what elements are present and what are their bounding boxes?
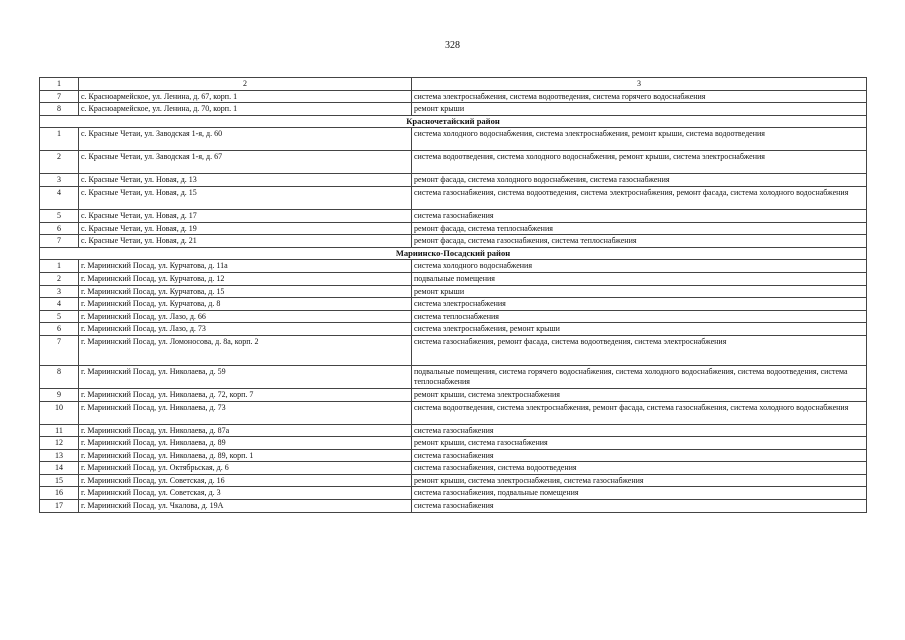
table-row xyxy=(40,401,867,424)
table-row xyxy=(40,90,867,103)
row-works: подвальные помещения, система горячего водоснабжения, система холодного водоснабжения, система водоотведения, система теплоснабжения xyxy=(412,365,867,388)
row-address: г. Мариинский Посад, ул. Николаева, д. 87а xyxy=(79,424,412,437)
row-number: 11 xyxy=(40,424,79,437)
page-number: 328 xyxy=(445,40,460,51)
row-number: 6 xyxy=(40,222,79,235)
row-address: с. Красноармейское, ул. Ленина, д. 67, корп. 1 xyxy=(79,90,412,103)
row-works: система газоснабжения, ремонт фасада, система водоотведения, система электроснабжения xyxy=(412,335,867,365)
row-works: ремонт крыши xyxy=(412,103,867,116)
row-works: ремонт фасада, система газоснабжения, система теплоснабжения xyxy=(412,235,867,248)
table-row xyxy=(40,365,867,388)
table-row xyxy=(40,335,867,365)
district-title: Мариинско-Посадский район xyxy=(40,247,867,260)
row-number: 5 xyxy=(40,209,79,222)
row-address: г. Мариинский Посад, ул. Курчатова, д. 8 xyxy=(79,298,412,311)
row-number: 10 xyxy=(40,401,79,424)
row-works: система электроснабжения, система водоотведения, система горячего водоснабжения xyxy=(412,90,867,103)
row-number: 2 xyxy=(40,151,79,174)
row-works: система теплоснабжения xyxy=(412,310,867,323)
column-header-address: 2 xyxy=(79,78,412,91)
table-row xyxy=(40,500,867,513)
row-address: г. Мариинский Посад, ул. Лазо, д. 66 xyxy=(79,310,412,323)
table-row xyxy=(40,437,867,450)
table-body xyxy=(40,78,867,513)
repair-table xyxy=(39,77,867,513)
row-works: система холодного водоснабжения xyxy=(412,260,867,273)
row-address: г. Мариинский Посад, ул. Николаева, д. 89, корп. 1 xyxy=(79,449,412,462)
row-works: подвальные помещения xyxy=(412,272,867,285)
table-row xyxy=(40,272,867,285)
table-row xyxy=(40,323,867,336)
table-row xyxy=(40,151,867,174)
row-works: система газоснабжения xyxy=(412,449,867,462)
table-row xyxy=(40,388,867,401)
table-row xyxy=(40,298,867,311)
row-works: система газоснабжения xyxy=(412,209,867,222)
row-address: г. Мариинский Посад, ул. Октябрьская, д. 6 xyxy=(79,462,412,475)
row-number: 6 xyxy=(40,323,79,336)
table-row xyxy=(40,103,867,116)
row-address: с. Красные Четаи, ул. Новая, д. 15 xyxy=(79,186,412,209)
row-works: ремонт крыши, система электроснабжения xyxy=(412,388,867,401)
row-number: 13 xyxy=(40,449,79,462)
table-row xyxy=(40,449,867,462)
row-address: с. Красноармейское, ул. Ленина, д. 70, корп. 1 xyxy=(79,103,412,116)
row-number: 12 xyxy=(40,437,79,450)
table-row xyxy=(40,209,867,222)
row-address: г. Мариинский Посад, ул. Николаева, д. 59 xyxy=(79,365,412,388)
row-number: 2 xyxy=(40,272,79,285)
row-number: 9 xyxy=(40,388,79,401)
column-header-number: 1 xyxy=(40,78,79,91)
row-address: г. Мариинский Посад, ул. Николаева, д. 73 xyxy=(79,401,412,424)
row-address: г. Мариинский Посад, ул. Курчатова, д. 12 xyxy=(79,272,412,285)
row-works: система газоснабжения xyxy=(412,500,867,513)
row-number: 1 xyxy=(40,260,79,273)
column-header-works: 3 xyxy=(412,78,867,91)
table-row xyxy=(40,186,867,209)
row-works: система электроснабжения, ремонт крыши xyxy=(412,323,867,336)
row-number: 4 xyxy=(40,298,79,311)
row-address: г. Мариинский Посад, ул. Курчатова, д. 11а xyxy=(79,260,412,273)
row-works: ремонт крыши, система газоснабжения xyxy=(412,437,867,450)
row-number: 8 xyxy=(40,103,79,116)
row-number: 8 xyxy=(40,365,79,388)
row-works: система холодного водоснабжения, система электроснабжения, ремонт крыши, система водоотведения xyxy=(412,128,867,151)
row-number: 15 xyxy=(40,474,79,487)
table-row xyxy=(40,487,867,500)
table-row xyxy=(40,310,867,323)
row-address: г. Мариинский Посад, ул. Николаева, д. 89 xyxy=(79,437,412,450)
row-address: с. Красные Четаи, ул. Новая, д. 21 xyxy=(79,235,412,248)
row-works: система водоотведения, система электроснабжения, ремонт фасада, система газоснабжения, система холодного водоснабжения xyxy=(412,401,867,424)
table-header-row xyxy=(40,78,867,91)
row-address: г. Мариинский Посад, ул. Чкалова, д. 19А xyxy=(79,500,412,513)
table-row xyxy=(40,174,867,187)
row-works: система водоотведения, система холодного водоснабжения, ремонт крыши, система электроснабжения xyxy=(412,151,867,174)
row-address: г. Мариинский Посад, ул. Советская, д. 16 xyxy=(79,474,412,487)
row-number: 16 xyxy=(40,487,79,500)
table-row xyxy=(40,128,867,151)
row-works: ремонт фасада, система теплоснабжения xyxy=(412,222,867,235)
row-address: с. Красные Четаи, ул. Новая, д. 19 xyxy=(79,222,412,235)
table-row xyxy=(40,285,867,298)
district-section-row xyxy=(40,115,867,128)
district-section-row xyxy=(40,247,867,260)
row-works: система газоснабжения, система водоотведения xyxy=(412,462,867,475)
row-address: г. Мариинский Посад, ул. Ломоносова, д. 8а, корп. 2 xyxy=(79,335,412,365)
row-works: ремонт крыши xyxy=(412,285,867,298)
row-works: ремонт крыши, система электроснабжения, система газоснабжения xyxy=(412,474,867,487)
table-row xyxy=(40,424,867,437)
row-works: ремонт фасада, система холодного водоснабжения, система газоснабжения xyxy=(412,174,867,187)
table-row xyxy=(40,462,867,475)
row-address: г. Мариинский Посад, ул. Лазо, д. 73 xyxy=(79,323,412,336)
table-row xyxy=(40,222,867,235)
row-works: система газоснабжения xyxy=(412,424,867,437)
row-number: 7 xyxy=(40,90,79,103)
row-works: система газоснабжения, подвальные помещения xyxy=(412,487,867,500)
row-number: 3 xyxy=(40,285,79,298)
table-row xyxy=(40,474,867,487)
row-address: с. Красные Четаи, ул. Новая, д. 17 xyxy=(79,209,412,222)
row-address: с. Красные Четаи, ул. Заводская 1-я, д. 67 xyxy=(79,151,412,174)
table-row xyxy=(40,260,867,273)
row-number: 3 xyxy=(40,174,79,187)
row-address: г. Мариинский Посад, ул. Курчатова, д. 15 xyxy=(79,285,412,298)
row-number: 5 xyxy=(40,310,79,323)
table-row xyxy=(40,235,867,248)
row-address: г. Мариинский Посад, ул. Советская, д. 3 xyxy=(79,487,412,500)
district-title: Красночетайский район xyxy=(40,115,867,128)
row-address: с. Красные Четаи, ул. Заводская 1-я, д. 60 xyxy=(79,128,412,151)
row-number: 14 xyxy=(40,462,79,475)
row-works: система электроснабжения xyxy=(412,298,867,311)
row-number: 7 xyxy=(40,235,79,248)
row-works: система газоснабжения, система водоотведения, система электроснабжения, ремонт фасада, система холодного водоснабжения xyxy=(412,186,867,209)
row-address: г. Мариинский Посад, ул. Николаева, д. 72, корп. 7 xyxy=(79,388,412,401)
row-number: 7 xyxy=(40,335,79,365)
row-number: 17 xyxy=(40,500,79,513)
row-number: 4 xyxy=(40,186,79,209)
row-address: с. Красные Четаи, ул. Новая, д. 13 xyxy=(79,174,412,187)
row-number: 1 xyxy=(40,128,79,151)
